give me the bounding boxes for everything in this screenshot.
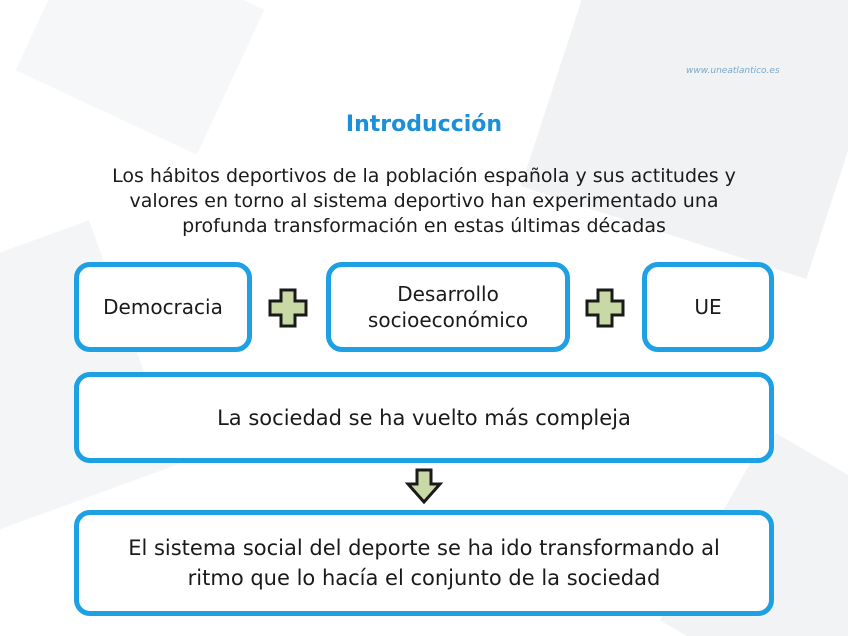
plus-icon	[268, 288, 308, 328]
result-text: La sociedad se ha vuelto más compleja	[217, 405, 631, 430]
factor-box-desarrollo	[326, 262, 570, 352]
factor-label: UE	[694, 295, 722, 319]
factor-box-ue	[642, 262, 774, 352]
arrow-down-icon	[405, 468, 443, 504]
factor-label: Desarrollo socioeconómico	[367, 282, 529, 332]
result-box	[74, 372, 774, 463]
plus-icon	[585, 288, 625, 328]
website-url: www.uneatlantico.es	[686, 66, 780, 76]
factor-label: Democracia	[103, 295, 223, 319]
intro-text: Los hábitos deportivos de la población española y sus actitudes y valores en torno al sistema deportivo han experimentado una profunda transformación en estas últimas décadas	[112, 165, 736, 237]
slide-title: Introducción	[345, 112, 503, 137]
factor-box-democracia	[74, 262, 252, 352]
conclusion-box	[74, 510, 774, 616]
conclusion-text: El sistema social del deporte se ha ido transformando al ritmo que lo hacía el conjunto de la sociedad	[128, 536, 720, 590]
